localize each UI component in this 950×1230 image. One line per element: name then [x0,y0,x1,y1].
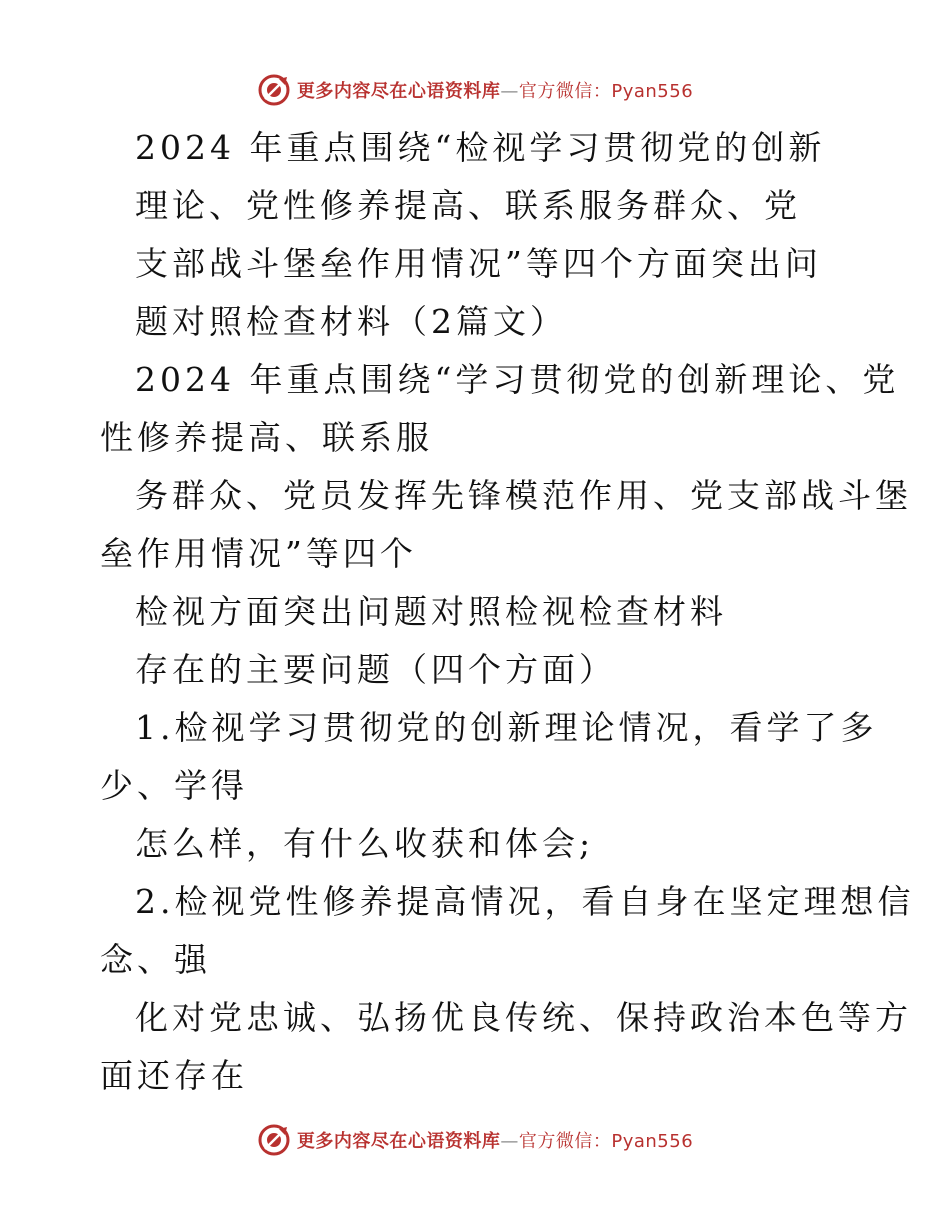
title-line-4: 题对照检查材料（2篇文） [135,302,567,341]
header-banner [0,70,950,110]
paragraph-line: 垒作用情况”等四个 [100,534,417,573]
paragraph-line: 性修养提高、联系服 [100,418,433,457]
title-line-1: 2024 年重点围绕“检视学习贯彻党的创新 [135,128,826,167]
banner-contact: 官方微信：Pyan556 [518,1131,694,1152]
title-line-3: 支部战斗堡垒作用情况”等四个方面突出问 [135,244,822,283]
banner-text [297,77,693,103]
section-heading: 存在的主要问题（四个方面） [135,650,616,689]
banner-brand: 更多内容尽在心语资料库 [296,1131,501,1152]
title-line-2: 理论、党性修养提高、联系服务群众、党 [135,186,801,225]
paragraph-line: 2024 年重点围绕“学习贯彻党的创新理论、党 [135,360,900,399]
list-item-continuation: 怎么样，有什么收获和体会; [135,824,595,863]
banner-brand: 更多内容尽在心语资料库 [296,81,501,102]
footer-banner [0,1120,950,1160]
list-item-continuation: 念、强 [100,940,211,979]
list-item-continuation: 面还存在 [100,1056,248,1095]
list-item: 1.检视学习贯彻党的创新理论情况，看学了多 [135,708,878,747]
paragraph-line: 务群众、党员发挥先锋模范作用、党支部战斗堡 [135,476,912,515]
paragraph-line: 检视方面突出问题对照检视检查材料 [135,592,727,631]
list-item: 2.检视党性修养提高情况，看自身在坚定理想信 [135,882,915,921]
banner-contact: 官方微信：Pyan556 [518,81,694,102]
brand-logo-icon [257,1123,291,1157]
banner-text [297,1127,693,1153]
list-item-continuation: 少、学得 [100,766,248,805]
banner-separator: — [500,1131,519,1152]
list-item-continuation: 化对党忠诚、弘扬优良传统、保持政治本色等方 [135,998,912,1037]
banner-separator: — [500,81,519,102]
brand-logo-icon [257,73,291,107]
